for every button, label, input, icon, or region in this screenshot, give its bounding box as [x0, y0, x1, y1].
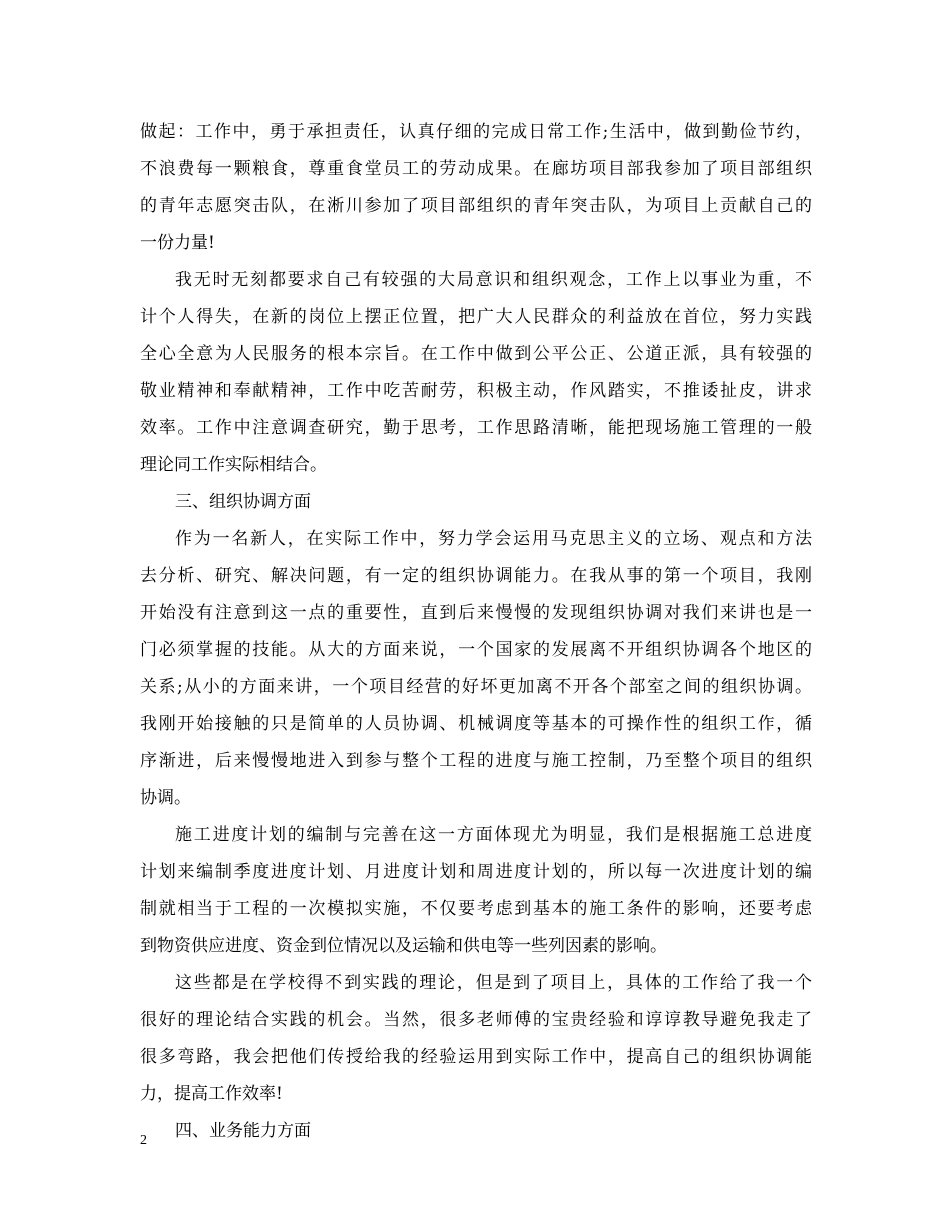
text-line: 门必须掌握的技能。从大的方面来说，一个国家的发展离不开组织协调各个地区的 [140, 640, 812, 660]
text-line: 制就相当于工程的一次模拟实施，不仅要考虑到基本的施工条件的影响，还要考虑 [140, 899, 812, 919]
text-line: 计个人得失，在新的岗位上摆正位置，把广大人民群众的利益放在首位，努力实践 [140, 307, 812, 327]
text-line: 开始没有注意到这一点的重要性，直到后来慢慢的发现组织协调对我们来讲也是一 [140, 603, 812, 623]
text-line: 的青年志愿突击队，在淅川参加了项目部组织的青年突击队，为项目上贡献自己的 [140, 196, 812, 216]
page-number: 2 [140, 1133, 147, 1148]
text-line: 我无时无刻都要求自己有较强的大局意识和组织观念，工作上以事业为重，不 [175, 270, 812, 290]
document-body [140, 114, 812, 1150]
text-line: 很好的理论结合实践的机会。当然，很多老师傅的宝贵经验和谆谆教导避免我走了 [140, 1010, 812, 1030]
text-line: 敬业精神和奉献精神，工作中吃苦耐劳，积极主动，作风踏实，不推诿扯皮，讲求 [140, 381, 812, 401]
text-line: 很多弯路，我会把他们传授给我的经验运用到实际工作中，提高自己的组织协调能 [140, 1047, 812, 1067]
text-line: 力，提高工作效率! [140, 1084, 283, 1104]
text-line: 施工进度计划的编制与完善在这一方面体现尤为明显，我们是根据施工总进度 [175, 825, 812, 845]
text-line: 我刚开始接触的只是简单的人员协调、机械调度等基本的可操作性的组织工作，循 [140, 714, 812, 734]
text-line: 一份力量! [140, 233, 215, 253]
text-line: 计划来编制季度进度计划、月进度计划和周进度计划的，所以每一次进度计划的编 [140, 862, 812, 882]
text-line: 不浪费每一颗粮食，尊重食堂员工的劳动成果。在廊坊项目部我参加了项目部组织 [140, 159, 812, 179]
text-line: 关系;从小的方面来讲，一个项目经营的好坏更加离不开各个部室之间的组织协调。 [140, 677, 812, 697]
section-heading: 三、组织协调方面 [175, 492, 311, 512]
text-line: 协调。 [140, 788, 191, 808]
text-line: 这些都是在学校得不到实践的理论，但是到了项目上，具体的工作给了我一个 [175, 973, 812, 993]
text-line: 序渐进，后来慢慢地进入到参与整个工程的进度与施工控制，乃至整个项目的组织 [140, 751, 812, 771]
section-heading: 四、业务能力方面 [175, 1121, 311, 1141]
text-line: 做起：工作中，勇于承担责任，认真仔细的完成日常工作;生活中，做到勤俭节约， [140, 122, 812, 142]
text-line: 全心全意为人民服务的根本宗旨。在工作中做到公平公正、公道正派，具有较强的 [140, 344, 812, 364]
text-line: 到物资供应进度、资金到位情况以及运输和供电等一些列因素的影响。 [140, 936, 667, 956]
text-line: 效率。工作中注意调查研究，勤于思考，工作思路清晰，能把现场施工管理的一般 [140, 418, 812, 438]
text-line: 作为一名新人，在实际工作中，努力学会运用马克思主义的立场、观点和方法 [175, 529, 812, 549]
text-line: 理论同工作实际相结合。 [140, 455, 327, 475]
text-line: 去分析、研究、解决问题，有一定的组织协调能力。在我从事的第一个项目，我刚 [140, 566, 812, 586]
